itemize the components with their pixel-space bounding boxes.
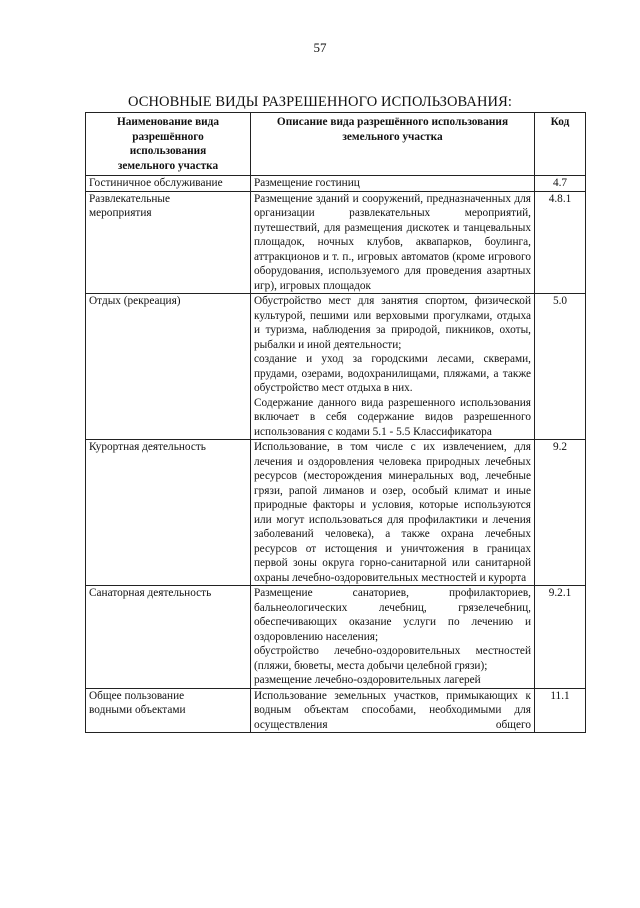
row-code: 4.8.1 [535,191,586,294]
row-description [251,586,535,689]
header-description: Описание вида разрешённого использования земельного участка [251,113,535,176]
header-code: Код [535,113,586,176]
row-description [251,688,535,733]
row-description [251,191,535,294]
row-name: Санаторная деятельность [86,586,251,689]
row-description [251,440,535,586]
section-title: ОСНОВНЫЕ ВИДЫ РАЗРЕШЕННОГО ИСПОЛЬЗОВАНИЯ: [127,94,513,110]
row-description [251,176,535,192]
table-row [86,176,586,192]
permitted-uses-table [85,112,586,733]
table-row [86,688,586,733]
description-paragraph: Содержание данного вида разрешенного использования включает в себя содержание видов разрешенного использования с кодами 5.1 - 5.5 Классификатора [254,396,531,438]
row-name: Гостиничное обслуживание [86,176,251,192]
description-paragraph: Размещение зданий и сооружений, предназначенных для организации развлекательных мероприятий, путешествий, для размещения дискотек и танцевальных площадок, ночных клубов, аквапарков, боулинга, аттракционов и т. п., игровых автоматов (кроме игрового оборудования, используемого для проведения азартных игр), игровых площадок [254,192,531,292]
description-paragraph: Использование земельных участков, примыкающих к водным объектам способами, необходимыми для осуществления общего [254,689,531,731]
description-paragraph: Использование, в том числе с их извлечением, для лечения и оздоровления человека природных лечебных ресурсов (месторождения минеральных вод, лечебные грязи, рапой лиманов и озер, особый климат и иные природные факторы и условия, которые используются или могут использоваться для профилактики и лечения заболеваний человека), а также охрана лечебных ресурсов от истощения и уничтожения в границах первой зоны округа горно-санитарной или санитарной охраны лечебно-оздоровительных местностей и курорта [254,441,531,584]
table-row [86,191,586,294]
row-code: 9.2 [535,440,586,586]
row-code: 11.1 [535,688,586,733]
header-name: Наименование вида разрешённого использования земельного участка [86,113,251,176]
table-row [86,440,586,586]
row-code: 4.7 [535,176,586,192]
row-name: Курортная деятельность [86,440,251,586]
table-header-row [86,113,586,176]
description-paragraph: Обустройство мест для занятия спортом, физической культурой, пешими или верховыми прогулками, отдыха и туризма, наблюдения за природой, пикников, охоты, рыбалки и иной деятельности; [254,295,531,351]
description-paragraph: создание и уход за городскими лесами, скверами, прудами, озерами, водохранилищами, пляжами, а также обустройство мест отдыха в них. [254,353,531,394]
description-paragraph: Размещение гостиниц [254,177,360,189]
description-paragraph: размещение лечебно-оздоровительных лагерей [254,674,481,686]
row-name: Развлекательные мероприятия [86,191,251,294]
row-code: 5.0 [535,294,586,440]
table-row [86,294,586,440]
table-row [86,586,586,689]
page-number: 57 [313,40,327,55]
row-name: Отдых (рекреация) [86,294,251,440]
description-paragraph: Размещение санаториев, профилакториев, бальнеологических лечебниц, грязелечебниц, обеспечивающих оказание услуги по лечению и оздоровлению населения; [254,587,531,643]
row-name: Общее пользование водными объектами [86,688,251,733]
row-description [251,294,535,440]
row-code: 9.2.1 [535,586,586,689]
description-paragraph: обустройство лечебно-оздоровительных местностей (пляжи, бюветы, места добычи целебной грязи); [254,645,531,672]
page-bottom-margin [85,848,585,908]
